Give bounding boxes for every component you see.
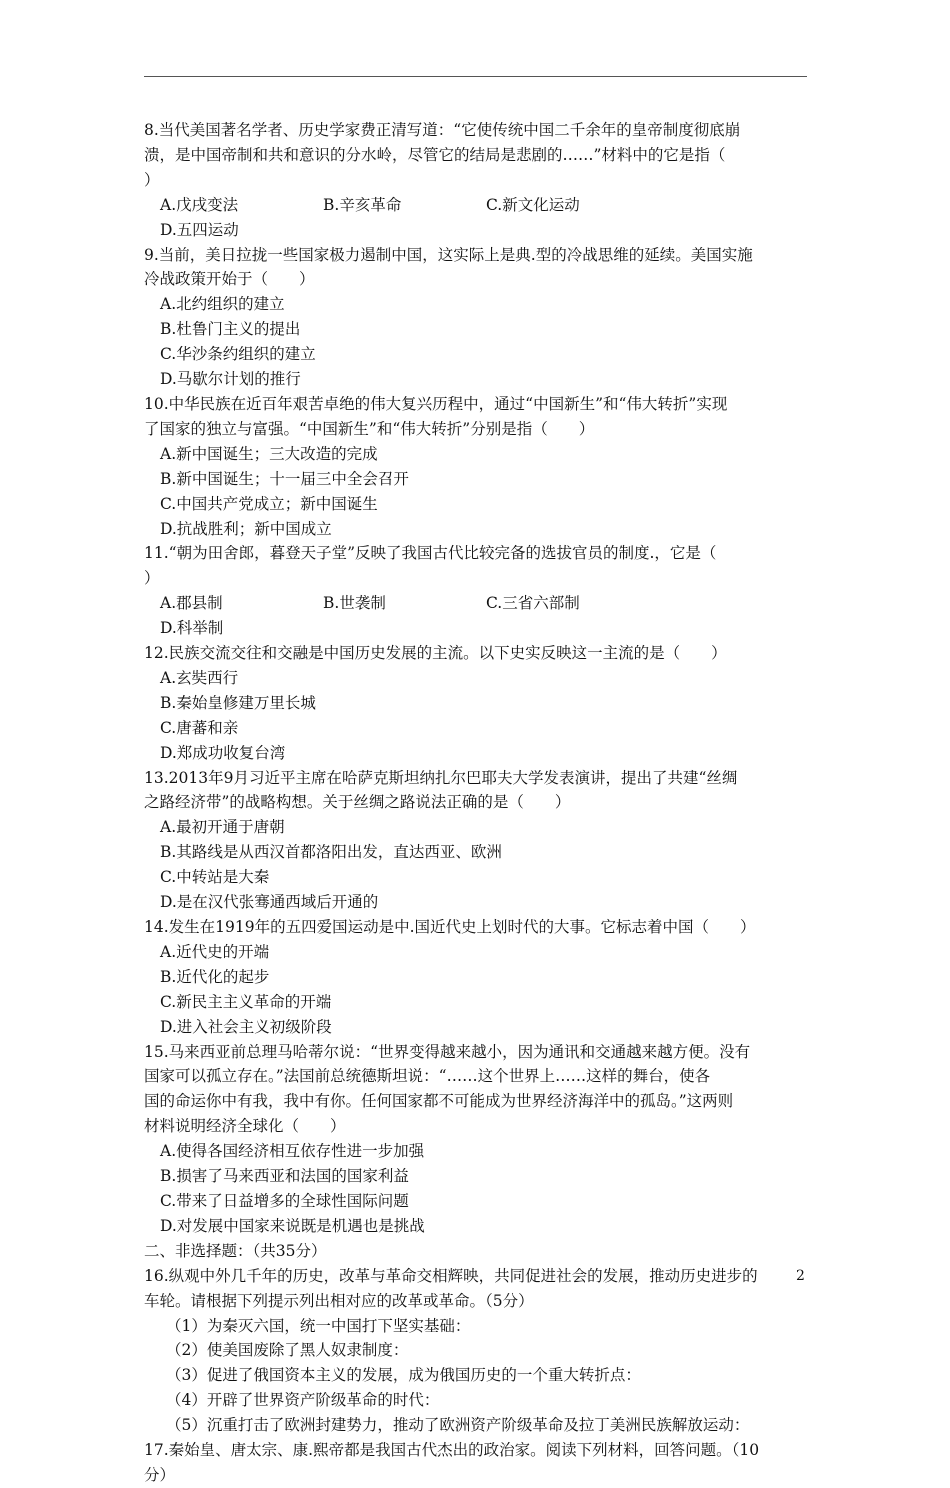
q14-option-d: D.进入社会主义初级阶段	[160, 1017, 332, 1036]
q16-item: （3）促进了俄国资本主义的发展，成为俄国历史的一个重大转折点：	[166, 1366, 641, 1385]
q13-option-d: D.是在汉代张骞通西域后开通的	[160, 893, 379, 912]
q17-stem-line: 17.秦始皇、唐太宗、康.熙帝都是我国古代杰出的政治家。阅读下列材料，回答问题。（10	[144, 1441, 760, 1460]
q13-option-b: B.其路线是从西汉首都洛阳出发，直达西亚、欧洲	[160, 843, 502, 862]
q15-stem-line: 材料说明经济全球化（ ）	[144, 1117, 346, 1136]
q10-options	[144, 442, 808, 542]
q9-stem-line: 9.当前，美日拉拢一些国家极力遏制中国，这实际上是典.型的冷战思维的延续。美国实施	[144, 245, 753, 264]
q9-option-c: C.华沙条约组织的建立	[160, 345, 316, 364]
q11-option-c: C.三省六部制	[486, 594, 580, 613]
question-10	[144, 392, 808, 541]
q12-options	[144, 666, 808, 766]
q12-stem-line: 12.民族交流交往和交融是中国历史发展的主流。以下史实反映这一主流的是（ ）	[144, 644, 727, 663]
section-heading: 二、非选择题：（共35分）	[144, 1241, 327, 1260]
q15-option-d: D.对发展中国家来说既是机遇也是挑战	[160, 1216, 425, 1235]
q8-stem-line: 溃，是中国帝制和共和意识的分水岭，尽管它的结局是悲剧的……”材料中的它是指（	[144, 145, 726, 164]
q10-option-b: B.新中国诞生；十一届三中全会召开	[160, 469, 409, 488]
q14-options	[144, 940, 808, 1040]
question-11	[144, 541, 808, 641]
q15-stem-line: 15.马来西亚前总理马哈蒂尔说：“世界变得越来越小，因为通讯和交通越来越方便。没有	[144, 1042, 751, 1061]
page-number: 2	[796, 1268, 805, 1284]
q17-stem-line: 分）	[144, 1465, 176, 1484]
q14-option-a: A.近代史的开端	[160, 942, 270, 961]
q10-stem-line: 10.中华民族在近百年艰苦卓绝的伟大复兴历程中，通过“中国新生”和“伟大转折”实现	[144, 394, 728, 413]
q11-option-a: A.郡县制	[160, 594, 223, 613]
q8-option-a: A.戊戌变法	[160, 195, 239, 214]
q12-option-b: B.秦始皇修建万里长城	[160, 693, 316, 712]
q14-stem-line: 14.发生在1919年的五四爱国运动是中.国近代史上划时代的大事。它标志着中国（ ）	[144, 918, 756, 936]
question-13	[144, 766, 808, 915]
q11-option-b: B.世袭制	[323, 594, 386, 613]
q13-stem-line: 之路经济带”的战略构想。关于丝绸之路说法正确的是（ ）	[144, 793, 571, 812]
q12-option-a: A.玄奘西行	[160, 668, 239, 687]
q16-item: （2）使美国废除了黑人奴隶制度：	[166, 1341, 409, 1360]
q8-option-c: C.新文化运动	[486, 195, 580, 214]
q9-option-d: D.马歇尔计划的推行	[160, 370, 301, 389]
q9-options	[144, 292, 808, 392]
q15-option-a: A.使得各国经济相互依存性进一步加强	[160, 1142, 425, 1161]
q9-stem-line: 冷战政策开始于（ ）	[144, 270, 315, 289]
q16-item: （5）沉重打击了欧洲封建势力，推动了欧洲资产阶级革命及拉丁美洲民族解放运动：	[166, 1416, 750, 1435]
q15-stem-line: 国的命运你中有我，我中有你。任何国家都不可能成为世界经济海洋中的孤岛。”这两则	[144, 1092, 734, 1111]
q9-option-a: A.北约组织的建立	[160, 295, 285, 314]
question-17	[144, 1438, 808, 1488]
question-16	[144, 1264, 808, 1438]
q8-stem-line: 8.当代美国著名学者、历史学家费正清写道：“它使传统中国二千余年的皇帝制度彻底崩	[144, 121, 741, 139]
q11-options	[144, 591, 808, 641]
q16-stem-line: 16.纵观中外几千年的历史，改革与革命交相辉映，共同促进社会的发展，推动历史进步的	[144, 1266, 758, 1285]
q15-stem-line: 国家可以孤立存在。”法国前总统德斯坦说：“……这个世界上……这样的舞台，使各	[144, 1067, 711, 1086]
q10-option-a: A.新中国诞生；三大改造的完成	[160, 444, 378, 463]
question-8	[144, 118, 808, 243]
question-14	[144, 915, 808, 1040]
q14-option-c: C.新民主主义革命的开端	[160, 992, 332, 1011]
q11-stem-line: ）	[144, 569, 160, 588]
q8-stem-line: ）	[144, 170, 160, 189]
q16-stem-line: 车轮。请根据下列提示列出相对应的改革或革命。（5分）	[144, 1291, 534, 1310]
q12-option-d: D.郑成功收复台湾	[160, 743, 286, 762]
header-rule	[144, 76, 807, 77]
q10-option-c: C.中国共产党成立；新中国诞生	[160, 494, 378, 513]
q12-option-c: C.唐蕃和亲	[160, 718, 239, 737]
exam-content	[144, 118, 808, 1488]
q10-option-d: D.抗战胜利；新中国成立	[160, 519, 332, 538]
q9-option-b: B.杜鲁门主义的提出	[160, 320, 301, 339]
q8-option-b: B.辛亥革命	[323, 195, 402, 214]
q13-options	[144, 815, 808, 915]
q11-option-d: D.科举制	[160, 619, 224, 638]
q15-option-c: C.带来了日益增多的全球性国际问题	[160, 1191, 409, 1210]
question-12	[144, 641, 808, 766]
question-15	[144, 1040, 808, 1239]
q14-option-b: B.近代化的起步	[160, 967, 270, 986]
q13-option-c: C.中转站是大秦	[160, 868, 270, 887]
q13-option-a: A.最初开通于唐朝	[160, 818, 285, 837]
q10-stem-line: 了国家的独立与富强。“中国新生”和“伟大转折”分别是指（ ）	[144, 419, 595, 438]
q15-options	[144, 1139, 808, 1239]
q15-option-b: B.损害了马来西亚和法国的国家利益	[160, 1167, 409, 1186]
q13-stem-line: 13.2013年9月习近平主席在哈萨克斯坦纳扎尔巴耶夫大学发表演讲，提出了共建“丝绸	[144, 768, 738, 787]
question-9	[144, 243, 808, 392]
q16-item: （1）为秦灭六国，统一中国打下坚实基础：	[166, 1316, 471, 1335]
q11-stem-line: 11.“朝为田舍郎，暮登天子堂”反映了我国古代比较完备的选拔官员的制度.，它是（	[144, 544, 717, 563]
q8-option-d: D.五四运动	[160, 220, 239, 239]
q16-item: （4）开辟了世界资产阶级革命的时代：	[166, 1391, 440, 1410]
q8-options	[144, 193, 808, 243]
